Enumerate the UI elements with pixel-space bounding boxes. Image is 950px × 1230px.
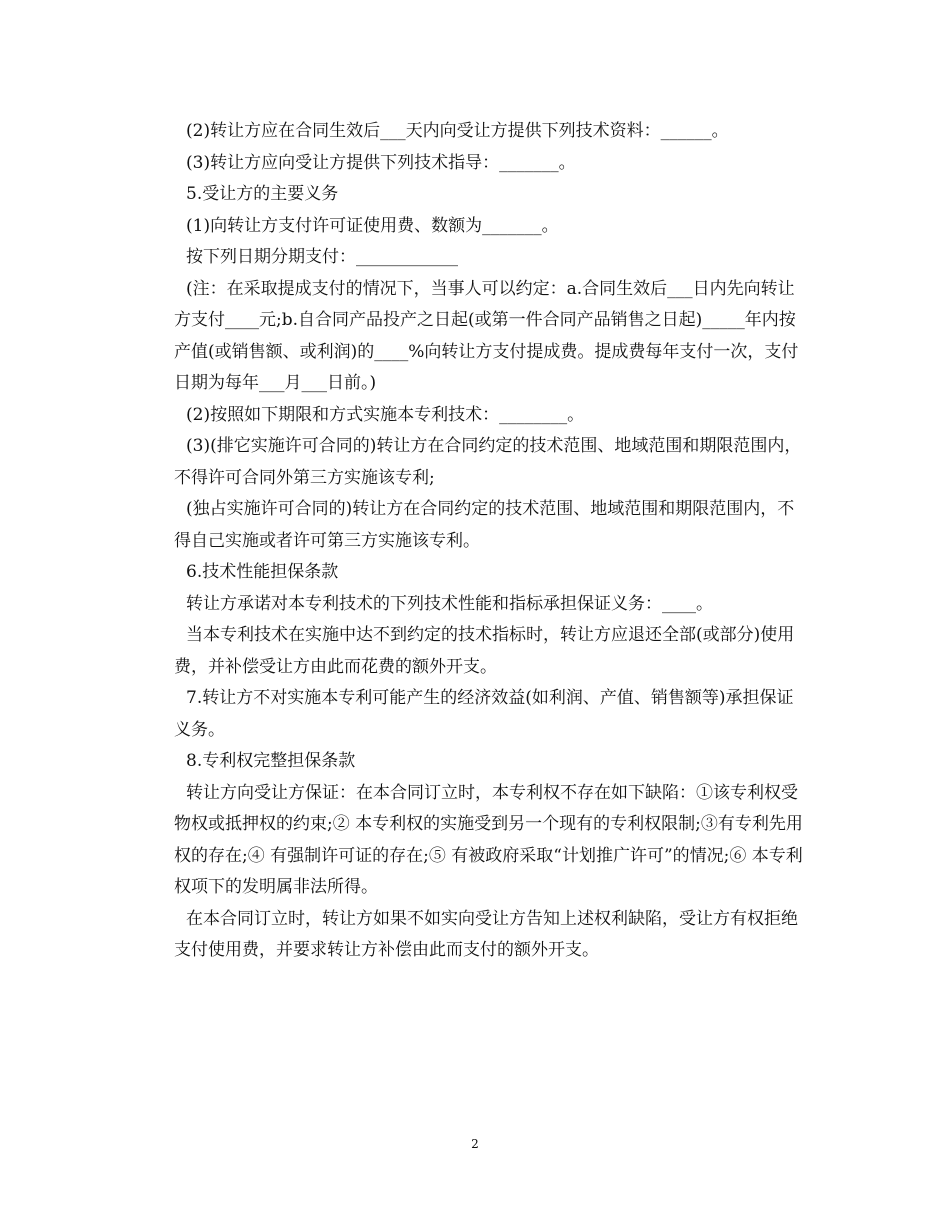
section-5-heading: 5.受让方的主要义务 bbox=[186, 184, 339, 204]
section-7-paragraph: 7.转让方不对实施本专利可能产生的经济效益(如利润、产值、销售额等)承担保证义务。 bbox=[174, 688, 794, 740]
document-body bbox=[174, 116, 806, 967]
section-8-heading: 8.专利权完整担保条款 bbox=[186, 751, 356, 771]
royalty-note-paragraph: (注：在采取提成支付的情况下，当事人可以约定：a.合同生效后___日内先向转让方支付____元;b.自合同产品投产之日起(或第一件合同产品销售之日起)_____年内按产值(或销售额、或利润)的____%向转让方支付提成费。提成费每年支付一次，支付日期为每年___月___日前。) bbox=[174, 278, 799, 393]
paragraph-2-technical-materials: (2)转让方应在合同生效后___天内向受让方提供下列技术资料：______。 bbox=[186, 121, 729, 141]
installment-payment-line: 按下列日期分期支付：____________ bbox=[186, 247, 458, 267]
paragraph-3-technical-guidance: (3)转让方应向受让方提供下列技术指导：_______。 bbox=[186, 152, 576, 173]
defect-disclosure-paragraph: 在本合同订立时，转让方如果不如实向受让方告知上述权利缺陷，受让方有权拒绝支付使用费，并要求转让方补偿由此而支付的额外开支。 bbox=[174, 908, 798, 960]
section-6-heading: 6.技术性能担保条款 bbox=[186, 562, 339, 582]
patent-defect-warranty-paragraph: 转让方向受让方保证：在本合同订立时，本专利权不存在如下缺陷：①该专利权受物权或抵押权的约束;② 本专利权的实施受到另一个现有的专利权限制;③有专利先用权的存在;④ 有强制许可证的存在;⑤ 有被政府采取“计划推广许可”的情况;⑥ 本专利权项下的发明属非法所得。 bbox=[174, 782, 803, 897]
sole-license-paragraph: (独占实施许可合同的)转让方在合同约定的技术范围、地域范围和期限范围内，不得自己实施或者许可第三方实施该专利。 bbox=[174, 499, 795, 551]
paragraph-1-license-fee: (1)向转让方支付许可证使用费、数额为_______。 bbox=[186, 215, 559, 236]
refund-compensation-paragraph: 当本专利技术在实施中达不到约定的技术指标时，转让方应退还全部(或部分)使用费，并补偿受让方由此而花费的额外开支。 bbox=[174, 625, 795, 677]
page-number: 2 bbox=[471, 1137, 479, 1151]
performance-warranty-paragraph: 转让方承诺对本专利技术的下列技术性能和指标承担保证义务：____。 bbox=[186, 593, 713, 614]
paragraph-3-exclusive-license: (3)(排它实施许可合同的)转让方在合同约定的技术范围、地域范围和期限范围内，不得许可合同外第三方实施该专利; bbox=[174, 436, 802, 488]
paragraph-2-implementation-method: (2)按照如下期限和方式实施本专利技术：________。 bbox=[186, 404, 585, 425]
